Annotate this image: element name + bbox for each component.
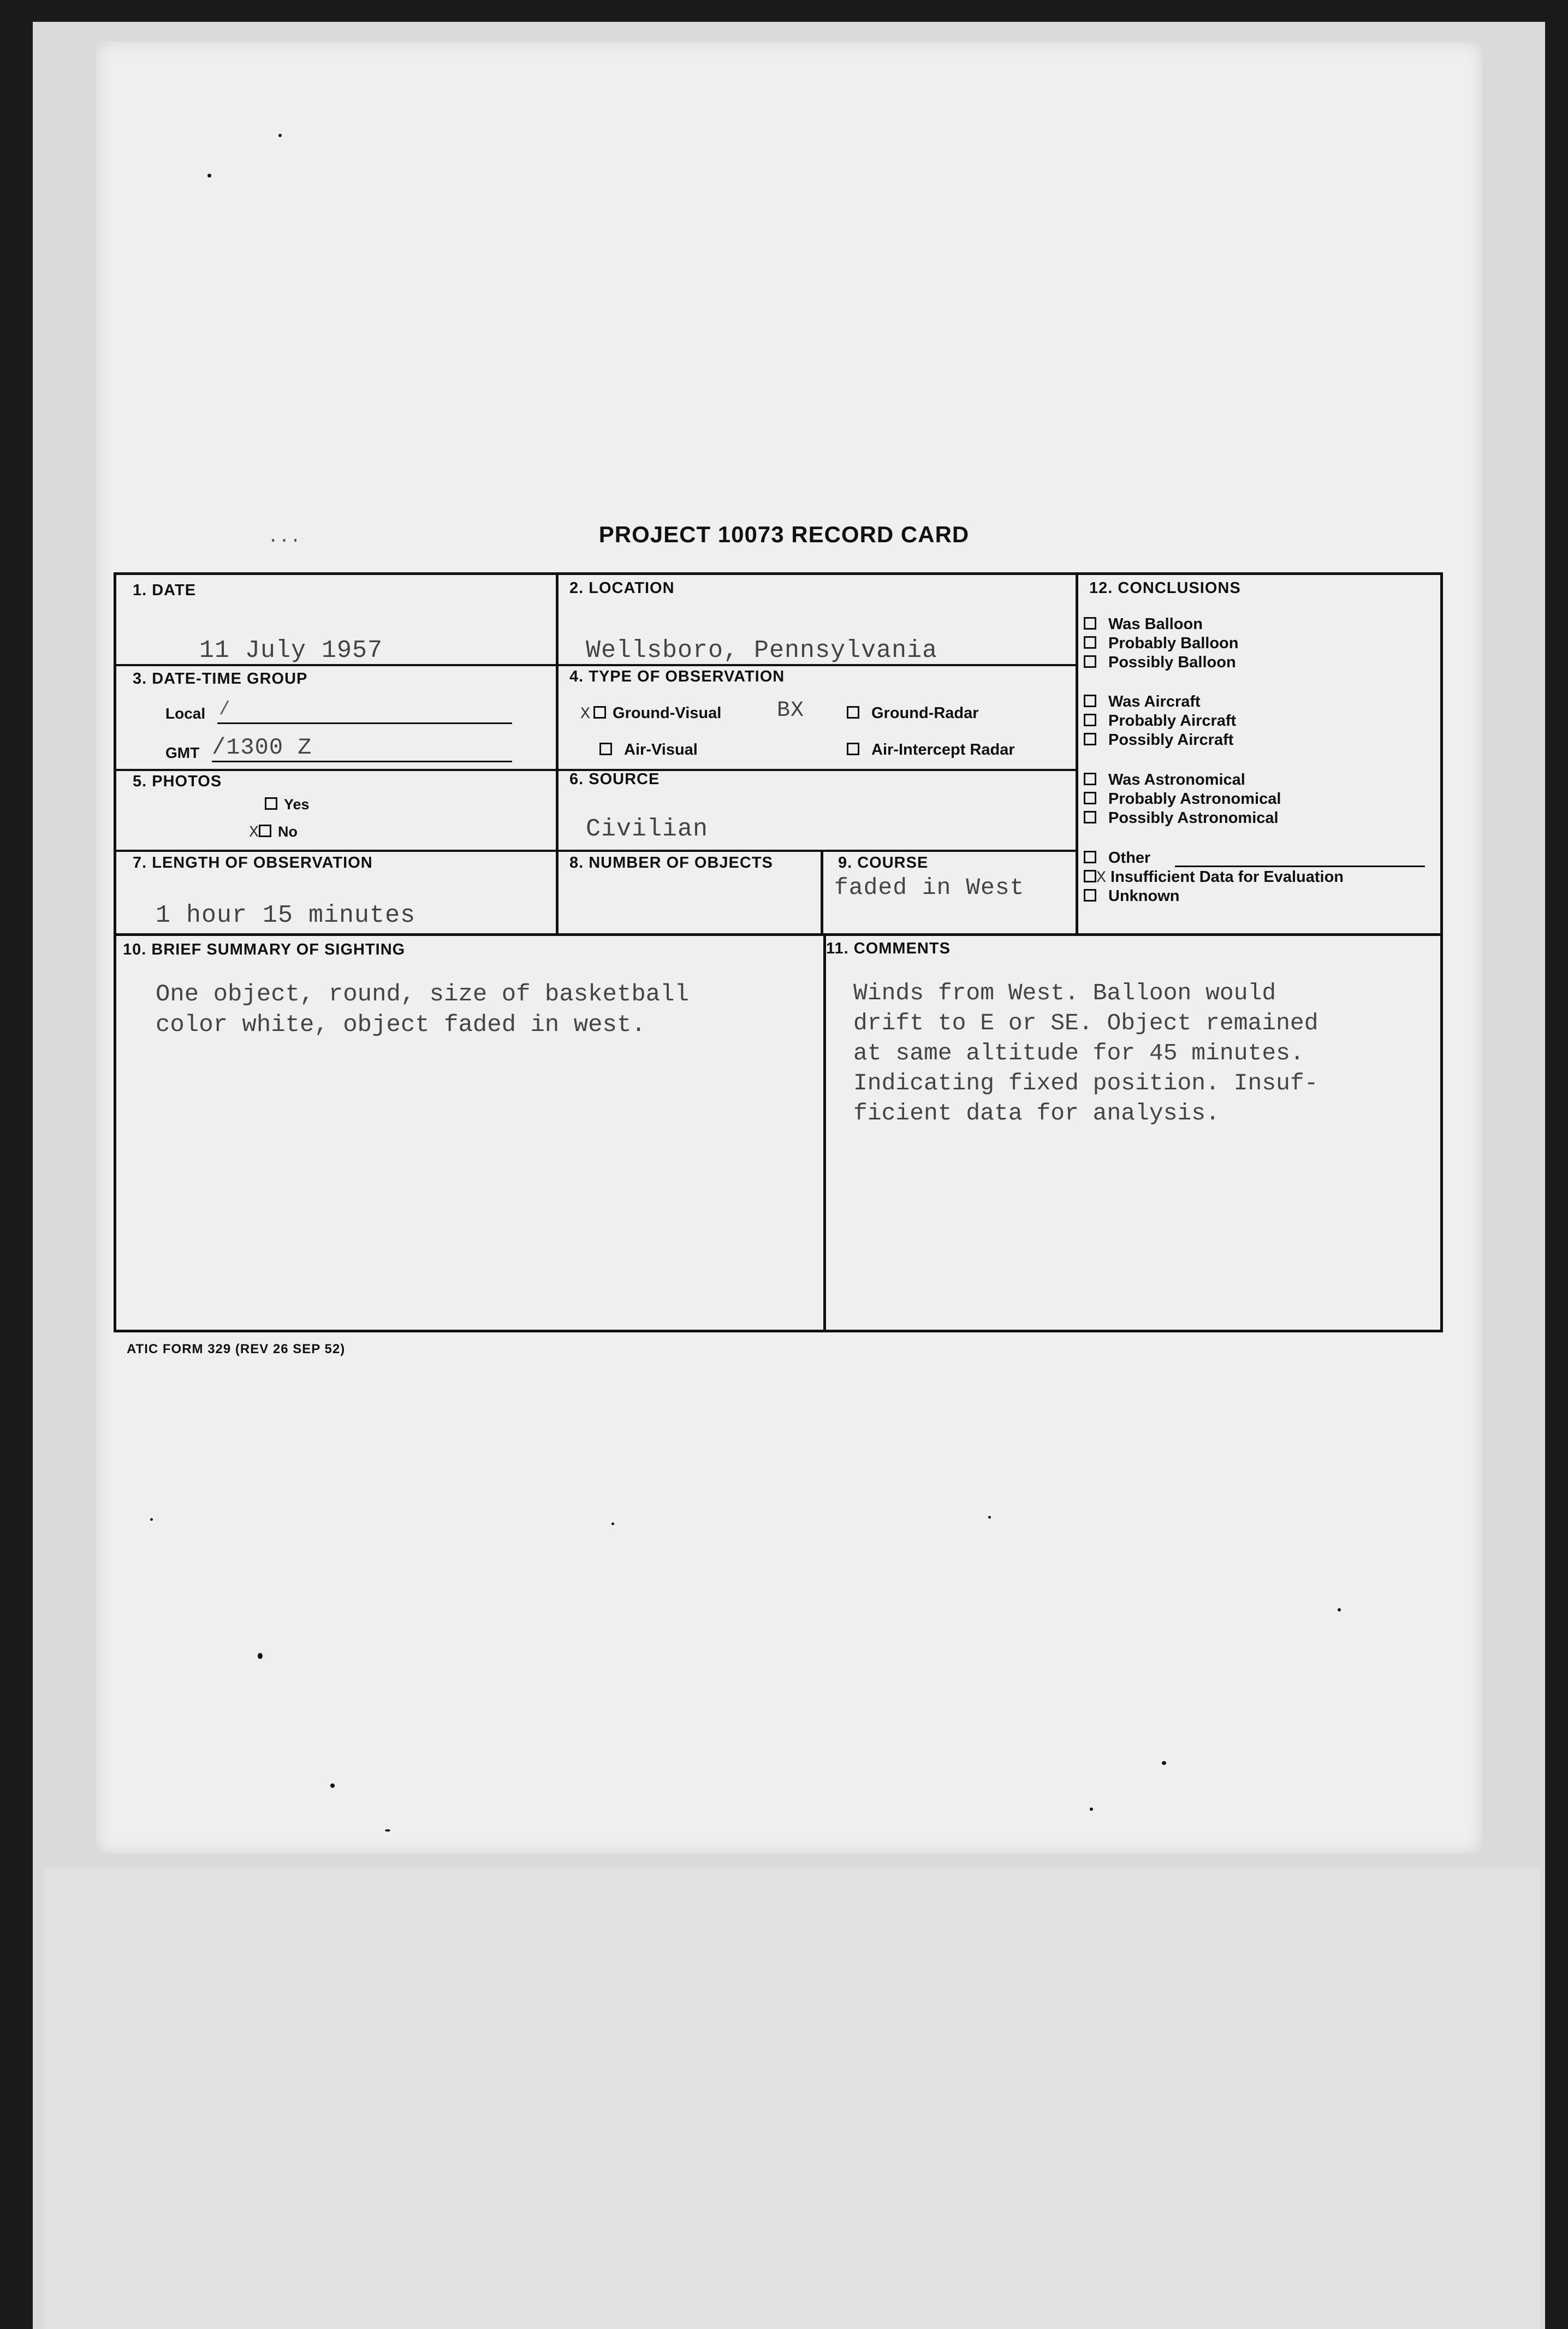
checkbox-icon[interactable] [1084,870,1096,882]
photos-yes-option [265,796,310,813]
comments-label: 11. COMMENTS [826,940,951,957]
comments-line: Winds from West. Balloon would [853,980,1276,1006]
ground-visual-text: Ground-Visual [613,704,722,722]
checkbox-icon[interactable] [1084,695,1096,707]
local-underline [217,722,512,724]
date-time-group-label: 3. DATE-TIME GROUP [133,670,308,688]
divider [116,933,1440,936]
comments-line: drift to E or SE. Object remained [853,1010,1318,1036]
length-of-observation-value: 1 hour 15 minutes [156,902,416,929]
air-intercept-radar-option [847,741,1015,759]
conclusion-was-astronomical: Was Astronomical [1084,771,1245,789]
conclusion-probably-aircraft: Probably Aircraft [1084,712,1236,730]
ground-radar-text: Ground-Radar [871,704,979,722]
gmt-underline [212,761,512,762]
ground-visual-mark: X [580,705,591,724]
gmt-label: GMT [165,744,200,761]
conclusion-other: Other [1084,849,1150,867]
photos-label: 5. PHOTOS [133,773,222,790]
insufficient-mark: X [1096,869,1107,887]
dust-speck [207,174,211,177]
comments-line: at same altitude for 45 minutes. [853,1040,1304,1066]
comments-line: Indicating fixed position. Insuf- [853,1070,1318,1097]
checkbox-icon[interactable] [599,743,612,755]
local-label: Local [165,705,206,722]
photos-no-mark: X [249,823,259,842]
date-value: 11 July 1957 [199,637,383,665]
checkbox-icon[interactable] [593,706,606,719]
checkbox-icon[interactable] [847,706,859,719]
gmt-value: /1300 Z [212,734,312,761]
location-label: 2. LOCATION [569,579,675,597]
summary-line: One object, round, size of basketball [156,981,689,1008]
divider [1076,575,1078,935]
corner-scribble: ... [268,527,301,548]
comments-text [853,978,1318,1128]
checkbox-icon[interactable] [1084,773,1096,785]
dust-speck [988,1516,991,1519]
checkbox-icon[interactable] [1084,733,1096,745]
source-label: 6. SOURCE [569,771,660,788]
summary-line: color white, object faded in west. [156,1011,646,1039]
checkbox-icon[interactable] [1084,617,1096,630]
air-intercept-radar-text: Air-Intercept Radar [871,741,1015,758]
scan-lower-band [44,1868,1540,2329]
divider [116,850,1078,852]
dust-speck [330,1783,335,1788]
divider [556,575,559,935]
dust-speck [1090,1808,1093,1811]
checkbox-icon[interactable] [1084,889,1096,902]
conclusion-insufficient-data: X Insufficient Data for Evaluation [1084,868,1344,887]
ground-visual-option [580,704,721,724]
checkbox-icon[interactable] [1084,811,1096,823]
ground-radar-option [847,704,979,722]
conclusions-label: 12. CONCLUSIONS [1089,579,1241,597]
checkbox-icon[interactable] [847,743,859,755]
comments-line: ficient data for analysis. [853,1100,1220,1127]
card-title: PROJECT 10073 RECORD CARD [598,521,970,547]
course-value: faded in West [834,874,1025,901]
conclusion-probably-astronomical: Probably Astronomical [1084,790,1281,808]
other-underline [1175,866,1425,867]
checkbox-icon[interactable] [1084,851,1096,863]
dust-speck [1338,1608,1341,1611]
conclusion-possibly-aircraft: Possibly Aircraft [1084,731,1233,749]
record-card-grid [114,572,1443,1332]
checkbox-icon[interactable] [259,825,271,837]
conclusion-unknown: Unknown [1084,887,1180,905]
conclusion-possibly-astronomical: Possibly Astronomical [1084,809,1279,827]
conclusion-was-aircraft: Was Aircraft [1084,693,1201,711]
checkbox-icon[interactable] [265,797,277,810]
brief-summary-text [156,979,689,1040]
dust-speck [258,1653,263,1659]
conclusion-probably-balloon: Probably Balloon [1084,635,1238,653]
course-label: 9. COURSE [838,854,929,872]
dust-speck [611,1522,614,1525]
number-of-objects-label: 8. NUMBER OF OBJECTS [569,854,773,872]
local-value: / [219,700,230,720]
date-label: 1. DATE [133,582,197,599]
dust-speck [150,1518,153,1521]
type-of-observation-label: 4. TYPE OF OBSERVATION [569,668,785,685]
location-value: Wellsboro, Pennsylvania [586,637,938,665]
checkbox-icon[interactable] [1084,714,1096,726]
brief-summary-label: 10. BRIEF SUMMARY OF SIGHTING [123,941,406,958]
dust-speck [278,134,282,137]
form-footer: ATIC FORM 329 (REV 26 SEP 52) [127,1342,346,1356]
air-visual-option [599,741,698,759]
source-value: Civilian [586,815,709,843]
conclusion-was-balloon: Was Balloon [1084,615,1203,633]
ground-visual-note: BX [777,698,805,723]
conclusion-possibly-balloon: Possibly Balloon [1084,654,1236,672]
air-visual-text: Air-Visual [624,741,698,758]
photos-no-option [249,823,298,842]
dust-speck [385,1829,390,1832]
length-of-observation-label: 7. LENGTH OF OBSERVATION [133,854,373,872]
photos-yes-text: Yes [284,796,310,813]
divider [821,852,823,935]
checkbox-icon[interactable] [1084,636,1096,649]
dust-speck [1162,1761,1166,1765]
divider [823,935,826,1332]
checkbox-icon[interactable] [1084,792,1096,804]
checkbox-icon[interactable] [1084,655,1096,668]
photos-no-text: No [278,823,298,840]
